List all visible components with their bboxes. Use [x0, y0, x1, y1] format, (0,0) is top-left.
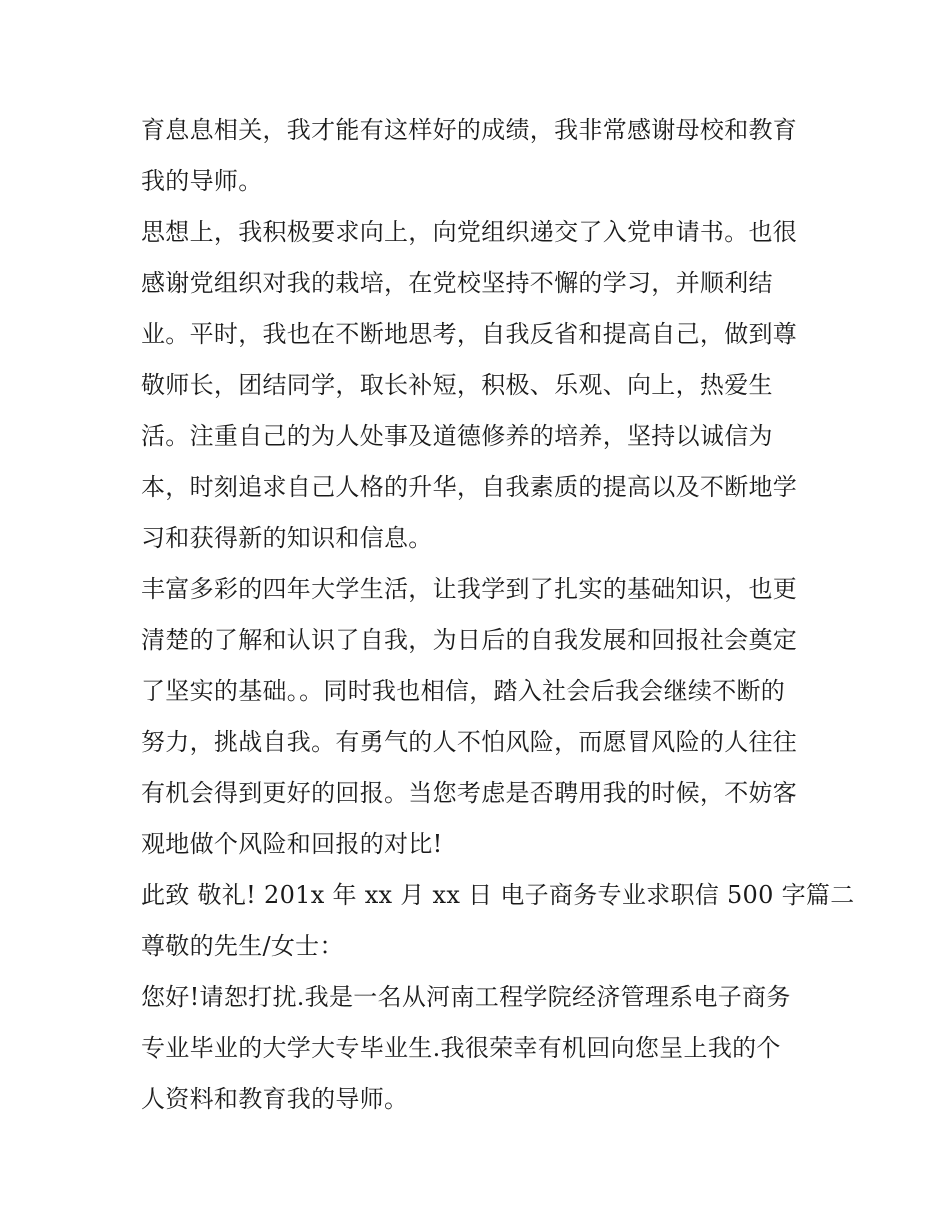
- text-line-8: 本，时刻追求自己人格的升华，自我素质的提高以及不断地学: [141, 473, 798, 501]
- text-line-2: 我的导师。: [141, 167, 263, 195]
- text-line-15: 观地做个风险和回报的对比!: [141, 830, 443, 858]
- text-line-17: 尊敬的先生/女士：: [141, 932, 344, 960]
- text-line-7: 活。注重自己的为人处事及道德修养的培养，坚持以诚信为: [141, 422, 773, 450]
- text-line-4: 感谢党组织对我的栽培，在党校坚持不懈的学习，并顺利结: [141, 269, 773, 297]
- text-line-18: 您好!请恕打扰.我是一名从河南工程学院经济管理系电子商务: [141, 983, 791, 1011]
- text-line-19: 专业毕业的大学大专毕业生.我很荣幸有机回向您呈上我的个: [141, 1034, 781, 1062]
- text-line-10: 丰富多彩的四年大学生活，让我学到了扎实的基础知识，也更: [141, 575, 798, 603]
- text-line-6: 敬师长，团结同学，取长补短，积极、乐观、向上，热爱生: [141, 371, 773, 399]
- text-line-11: 清楚的了解和认识了自我，为日后的自我发展和回报社会奠定: [141, 626, 798, 654]
- text-line-14: 有机会得到更好的回报。当您考虑是否聘用我的时候，不妨客: [141, 779, 798, 807]
- document-body: [141, 105, 855, 1125]
- text-line-3: 思想上，我积极要求向上，向党组织递交了入党申请书。也很: [141, 218, 798, 246]
- text-line-13: 努力，挑战自我。有勇气的人不怕风险，而愿冒风险的人往往: [141, 728, 798, 756]
- text-line-12: 了坚实的基础。。同时我也相信，踏入社会后我会继续不断的: [141, 677, 786, 705]
- text-line-20: 人资料和教育我的导师。: [141, 1085, 409, 1113]
- text-line-5: 业。平时，我也在不断地思考，自我反省和提高自己，做到尊: [141, 320, 798, 348]
- text-line-9: 习和获得新的知识和信息。: [141, 524, 433, 552]
- text-line-1: 育息息相关，我才能有这样好的成绩，我非常感谢母校和教育: [141, 116, 798, 144]
- text-line-16: 此致 敬礼! 201x 年 xx 月 xx 日 电子商务专业求职信 500 字篇二: [141, 881, 855, 909]
